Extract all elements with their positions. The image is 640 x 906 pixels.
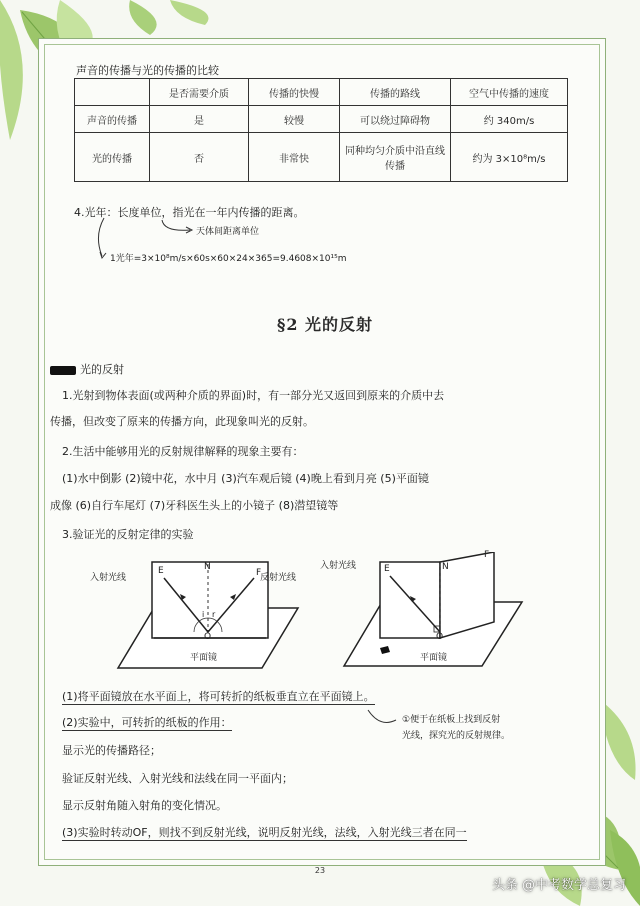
label-O: O bbox=[204, 632, 212, 642]
comparison-table bbox=[74, 78, 568, 182]
subsection-heading bbox=[50, 361, 124, 377]
table-cell: 约 340m/s bbox=[451, 106, 568, 133]
label-E-right: E bbox=[384, 564, 390, 574]
heading-marker-icon bbox=[50, 366, 76, 375]
light-year-definition: 4.光年：长度单位，指光在一年内传播的距离。 bbox=[74, 206, 305, 219]
section-title: §2 光的反射 bbox=[276, 315, 374, 334]
table-header-cell bbox=[75, 79, 150, 106]
mirror-label: 平面镜 bbox=[190, 653, 218, 663]
paragraph-line: 成像 (6)自行车尾灯 (7)牙科医生头上的小镜子 (8)潜望镜等 bbox=[50, 499, 339, 512]
paragraph-line: 传播，但改变了原来的传播方向，此现象叫光的反射。 bbox=[50, 415, 314, 428]
paragraph-line: 1.光射到物体表面(或两种介质的界面)时，有一部分光又返回到原来的介质中去 bbox=[62, 389, 445, 402]
table-cell: 光的传播 bbox=[75, 133, 150, 182]
mirror-label-right: 平面镜 bbox=[420, 653, 448, 663]
step-1 bbox=[62, 684, 375, 710]
paragraph-line: 2.生活中能够用光的反射规律解释的现象主要有： bbox=[62, 445, 304, 458]
incident-ray-label: 入射光线 bbox=[90, 573, 127, 583]
label-F: F bbox=[256, 568, 262, 578]
watermark: 头条 @中考数学总复习 bbox=[491, 878, 626, 893]
label-E: E bbox=[158, 566, 164, 576]
reflected-ray-label: 反射光线 bbox=[260, 573, 297, 583]
light-year-note: 天体间距离单位 bbox=[196, 227, 260, 237]
step-3-text: (3)实验时转动OF，则找不到反射光线，说明反射光线，法线，入射光线三者在同一 bbox=[62, 826, 467, 839]
table-row bbox=[75, 133, 568, 182]
label-F-right: F bbox=[484, 550, 490, 560]
table-cell: 较慢 bbox=[249, 106, 340, 133]
table-cell: 同种均匀介质中沿直线传播 bbox=[340, 133, 451, 182]
incident-ray-label-right: 入射光线 bbox=[320, 561, 357, 571]
table-cell: 约为 3×10⁸m/s bbox=[451, 133, 568, 182]
paragraph-line: (1)水中倒影 (2)镜中花，水中月 (3)汽车观后镜 (4)晚上看到月亮 (5)平面镜 bbox=[62, 472, 429, 485]
table-header-cell: 传播的快慢 bbox=[249, 79, 340, 106]
table-cell: 否 bbox=[150, 133, 249, 182]
step-2-note: ①便于在纸板上找到反射 bbox=[402, 715, 501, 725]
table-cell: 非常快 bbox=[249, 133, 340, 182]
light-year-formula: 1光年=3×10⁸m/s×60s×60×24×365=9.4608×10¹⁵m bbox=[110, 254, 347, 264]
table-header-row bbox=[75, 79, 568, 106]
subsection-heading-text: 光的反射 bbox=[80, 363, 124, 376]
label-i: i bbox=[202, 610, 205, 619]
label-O-right: O bbox=[436, 632, 444, 642]
step-1-text: (1)将平面镜放在水平面上，将可转折的纸板垂直立在平面镜上。 bbox=[62, 690, 375, 703]
table-header-cell: 传播的路线 bbox=[340, 79, 451, 106]
label-N: N bbox=[204, 562, 211, 572]
table-cell: 是 bbox=[150, 106, 249, 133]
step-2-item: 验证反射光线、入射光线和法线在同一平面内； bbox=[62, 772, 293, 785]
notes-page bbox=[50, 58, 600, 858]
label-r: r bbox=[212, 610, 216, 619]
step-2-text: (2)实验中，可转折的纸板的作用： bbox=[62, 716, 232, 729]
step-2 bbox=[62, 710, 232, 736]
step-3 bbox=[62, 820, 467, 846]
step-2-note-arrow bbox=[366, 706, 406, 730]
label-N-right: N bbox=[442, 562, 449, 572]
step-2-item: 显示反射角随入射角的变化情况。 bbox=[62, 799, 227, 812]
step-2-item: 显示光的传播路径； bbox=[62, 744, 161, 757]
table-row bbox=[75, 106, 568, 133]
table-header-cell: 是否需要介质 bbox=[150, 79, 249, 106]
table-header-cell: 空气中传播的速度 bbox=[451, 79, 568, 106]
step-2-note-cont: 光线，探究光的反射规律。 bbox=[402, 731, 511, 741]
paragraph-line: 3.验证光的反射定律的实验 bbox=[62, 528, 194, 541]
table-cell: 声音的传播 bbox=[75, 106, 150, 133]
diagram-setup-folded bbox=[344, 552, 522, 666]
table-title: 声音的传播与光的传播的比较 bbox=[76, 64, 219, 77]
page-number: 23 bbox=[314, 866, 326, 875]
table-cell: 可以绕过障碍物 bbox=[340, 106, 451, 133]
